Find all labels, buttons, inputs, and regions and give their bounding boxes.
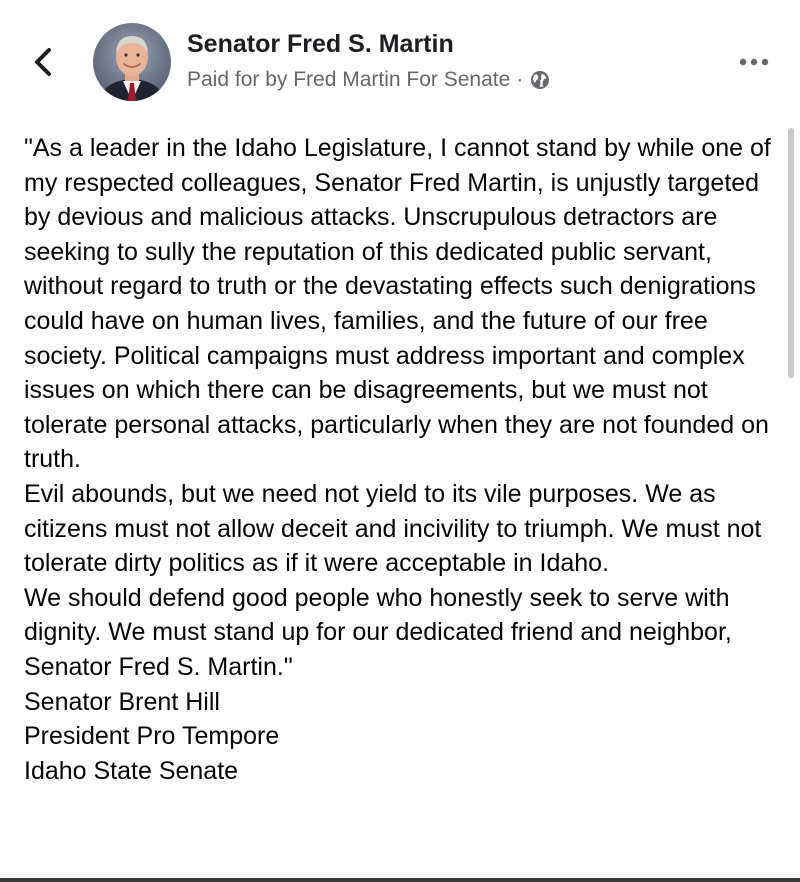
signature-name: Senator Brent Hill [24,687,220,716]
bottom-divider [0,878,800,882]
sponsor-line [187,68,550,92]
post-text [24,131,784,788]
back-button[interactable] [22,40,66,84]
signature-title: President Pro Tempore [24,722,280,751]
avatar[interactable] [93,23,171,101]
paid-for-label: Paid for by Fred Martin For Senate [187,68,511,91]
post-header [0,0,800,116]
separator-dot: · [516,68,524,91]
globe-icon[interactable] [530,70,550,90]
post-paragraph-2: Evil abounds, but we need not yield to its vile purposes. We as citizens must not allow deceit and incivility to triumph. We must not tolerate dirty politics as if it were acceptable in Idaho. [24,479,762,578]
page-name-link[interactable]: Senator Fred S. Martin [187,30,454,58]
signature-organization: Idaho State Senate [24,756,239,785]
post-paragraph-1: "As a leader in the Idaho Legislature, I cannot stand by while one of my respected colleagues, Senator Fred Martin, is unjustly targeted by devious and malicious attacks. Unscrupulous detractors are seeking to sully the reputation of this dedicated public servant, without regard to truth or the devastating effects such denigrations could have on human lives, families, and the future of our free society. Political campaigns must address important and complex issues on which there can be disagreements, but we must not tolerate personal attacks, particularly when they are not founded on truth. [24,134,771,474]
chevron-left-icon [22,40,66,84]
more-options-button[interactable] [734,48,774,76]
post-paragraph-3: We should defend good people who honestly seek to serve with dignity. We must stand up for our dedicated friend and neighbor, Senator Fred S. Martin." [24,583,732,681]
profile-photo [93,23,171,101]
scrollbar-thumb[interactable] [788,128,794,378]
more-horizontal-icon [734,48,774,76]
